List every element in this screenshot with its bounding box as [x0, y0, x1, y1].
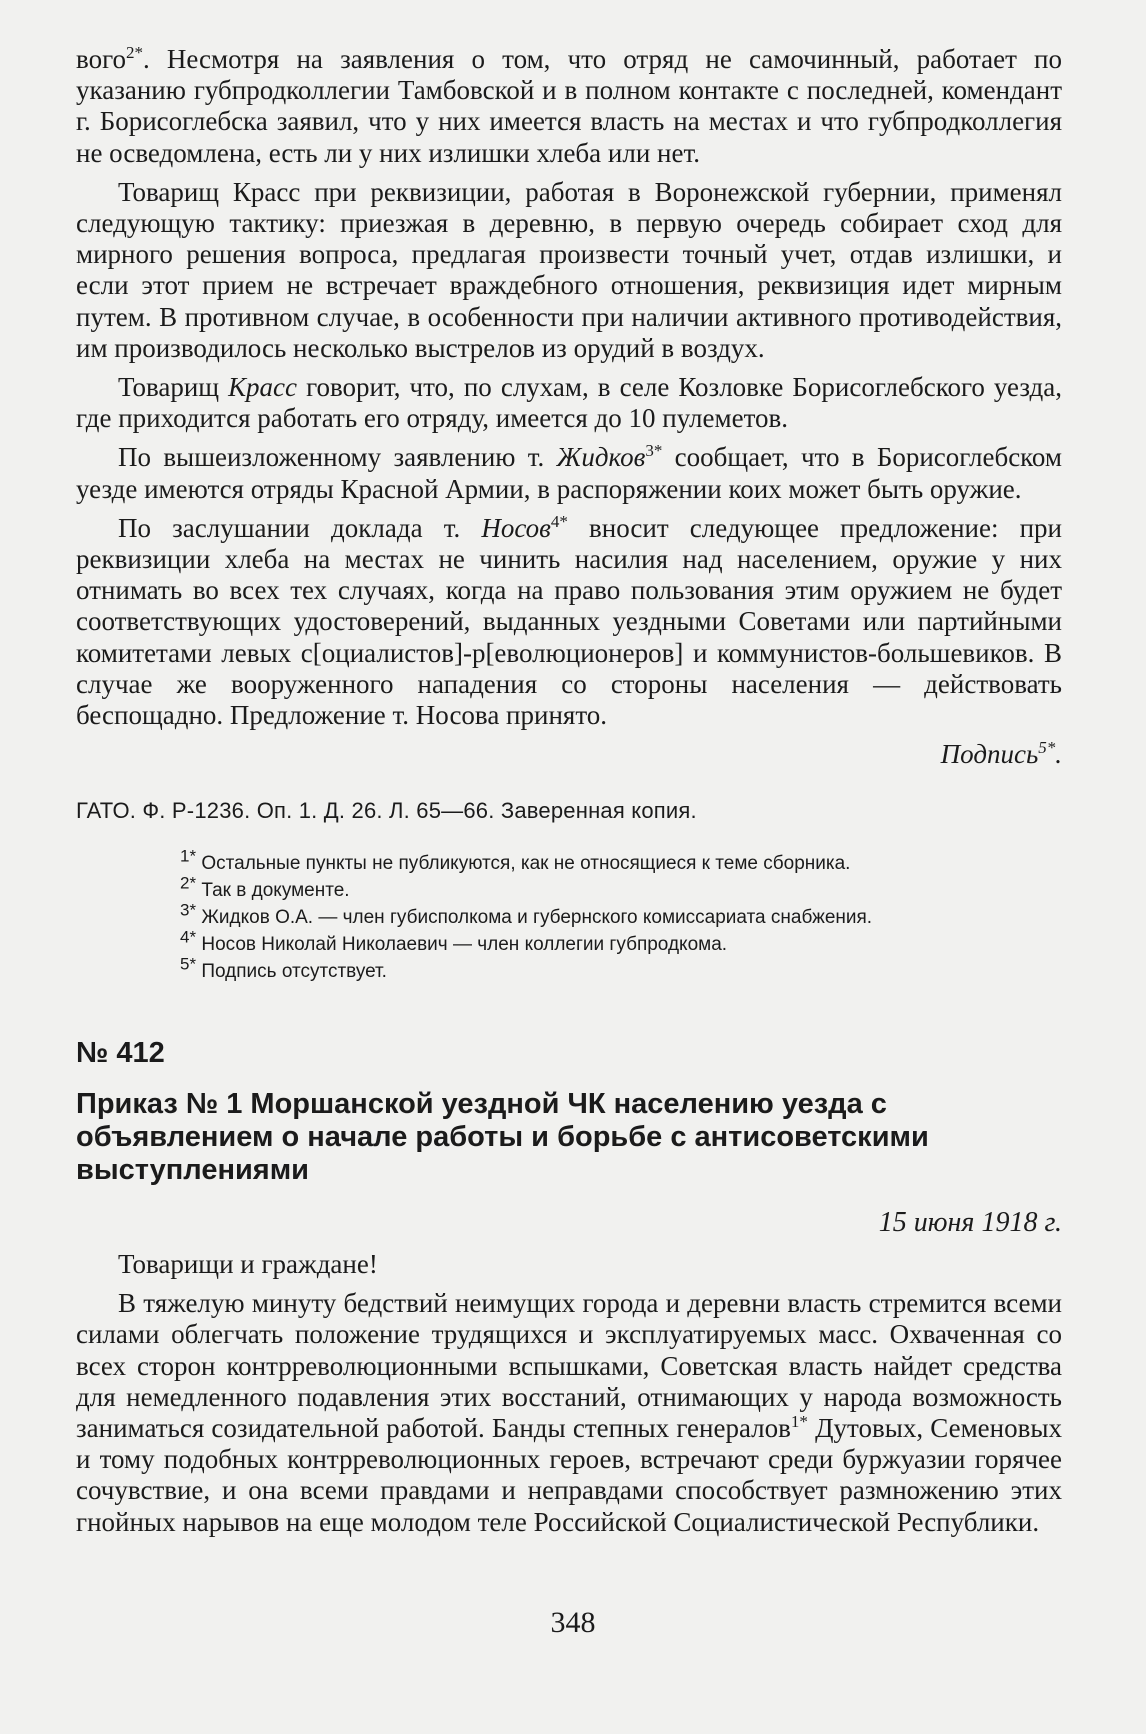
text-run: По заслушании доклада т. — [118, 512, 482, 543]
footnote-text: Остальные пункты не публикуются, как не относящиеся к теме сборника. — [196, 853, 851, 875]
paragraph — [76, 513, 1062, 731]
order-text — [76, 1288, 1062, 1538]
order-paragraph — [76, 1288, 1062, 1538]
paragraph — [76, 44, 1062, 169]
footnote-mark: 5* — [180, 954, 197, 974]
text-run: вносит следующее предложение: при реквизиции хлеба на местах не чинить насилия над населением, оружие у них отнимать во всех тех случаях, когда на право пользования этим оружием не будет соответствующих удостоверений, выданных уездными Советами или партийными комитетами левых с[оциалистов]-р[еволюционеров] и коммунистов-большевиков. В случае же вооруженного нападения со стороны населения — действовать беспощадно. Предложение т. Носова принято. — [76, 512, 1062, 731]
paragraph — [76, 442, 1062, 504]
footnote — [180, 927, 1062, 958]
person-name: Жидков — [556, 442, 646, 473]
footnote — [180, 900, 1062, 931]
document-date: 15 июня 1918 г. — [878, 1207, 1062, 1239]
footnote-text: Жидков О.А. — член губисполкома и губернского комиссариата снабжения. — [196, 907, 873, 929]
document-title: Приказ № 1 Моршанской уездной ЧК населению уезда с объявлением о начале работы и борьбе с антисоветскими выступлениями — [76, 1088, 929, 1187]
signature-line: Подпись$^{5*}$. — [940, 738, 1062, 770]
text-run: сообщает, что в Борисоглебском уезде имеются отряды Красной Армии, в распоряжении коих может быть оружие. — [76, 442, 1062, 504]
proceedings-text — [76, 44, 1062, 731]
text-run: . Несмотря на заявления о том, что отряд не самочинный, работает по указанию губпродколлегии Тамбовской и в полном контакте с последней, комендант г. Борисоглебска заявил, что у них имеется власть на местах и что губпродколлегия не осведомлена, есть ли у них излишки хлеба или нет. — [76, 44, 1062, 168]
footnote-text: Носов Николай Николаевич — член коллегии губпродкома. — [196, 934, 728, 956]
paragraph — [76, 177, 1062, 364]
document-number: № 412 — [76, 1037, 165, 1070]
text-run: вого — [76, 44, 126, 74]
footnote-mark: 1* — [790, 1412, 808, 1432]
page — [76, 44, 1062, 1546]
footnote-mark: 2* — [125, 43, 143, 62]
footnote-mark: 3* — [180, 900, 197, 920]
page-number: 348 — [550, 1606, 596, 1639]
footnote-mark: 1* — [180, 846, 197, 866]
greeting: Товарищи и граждане! — [118, 1249, 378, 1280]
footnote-text: Подпись отсутствует. — [196, 961, 387, 983]
signature-word: Подпись — [940, 739, 1039, 770]
text-run: говорит, что, по слухам, в селе Козловке Борисоглебского уезда, где приходится работать его отряду, имеется до 10 пулеметов. — [76, 372, 1062, 434]
paragraph — [76, 372, 1062, 434]
text-run: Дутовых, Семеновых и тому подобных контрреволюционных героев, встречают среди буржуазии горячее сочувствие, и она всеми правдами и неправдами способствует размножению этих гнойных нарывов на еще молодом теле Российской Социалистической Республики. — [76, 1413, 1062, 1537]
text-run: Товарищ — [118, 372, 229, 403]
text-run: В тяжелую минуту бедствий неимущих города и деревни власть стремится всеми силами облегчать положение трудящихся и эксплуатируемых масс. Охваченная со всех сторон контрреволюционными вспышками, Советская власть найдет средства для немедленного подавления этих восстаний, отнимающих у народа возможность заниматься созидательной работой. Банды степных генералов — [76, 1288, 1062, 1444]
footnote-mark: 3* — [645, 441, 663, 461]
archive-source: ГАТО. Ф. Р-1236. Оп. 1. Д. 26. Л. 65—66. Заверенная копия. — [76, 798, 697, 824]
text-run: По вышеизложенному заявлению т. — [118, 442, 557, 473]
footnote-mark: 4* — [550, 511, 568, 531]
footnote-mark: 2* — [180, 873, 197, 893]
footnote — [180, 846, 1062, 877]
text-run: Товарищ Красс при реквизиции, работая в Воронежской губернии, применял следующую тактику: приезжая в деревню, в первую очередь собирает сход для мирного решения вопроса, предлагая произвести точный учет, отдав излишки, и если этот прием не встречает враждебного отношения, реквизиция идет мирным путем. В противном случае, в особенности при наличии активного противодействия, им производилось несколько выстрелов из орудий в воздух. — [76, 176, 1062, 363]
footnotes — [180, 846, 1062, 985]
footnote-text: Так в документе. — [196, 880, 350, 902]
footnote-mark: 4* — [180, 927, 197, 947]
signature-footnote-mark: 5* — [1038, 738, 1056, 758]
person-name: Красс — [228, 372, 298, 403]
person-name: Носов — [481, 512, 551, 543]
footnote — [180, 873, 1062, 904]
footnote — [180, 954, 1062, 985]
